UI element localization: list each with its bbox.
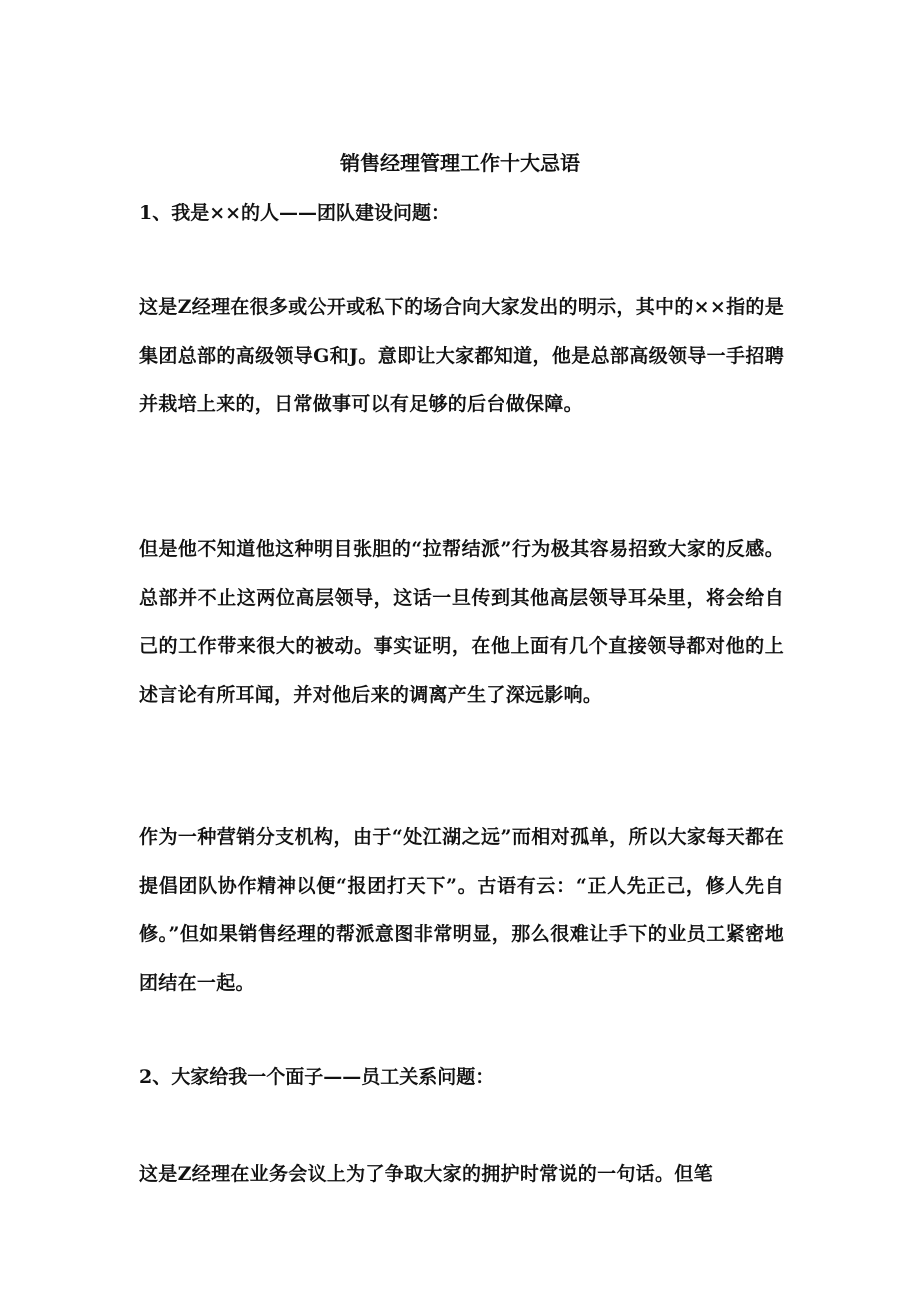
- section-1-paragraph-2: 但是他不知道他这种明目张胆的“拉帮结派”行为极其容易招致大家的反感。总部并不止这两位高层领导，这话一旦传到其他高层领导耳朵里，将会给自己的工作带来很大的被动。事实证明，在他上面有几个直接领导都对他的上述言论有所耳闻，并对他后来的调离产生了深远影响。: [139, 538, 784, 706]
- section-2-paragraph-1: 这是Z经理在业务会议上为了争取大家的拥护时常说的一句话。但笔: [139, 1163, 713, 1185]
- document-title: 销售经理管理工作十大忌语: [340, 151, 580, 175]
- section-1-paragraph-1: 这是Z经理在很多或公开或私下的场合向大家发出的明示，其中的××指的是集团总部的高级领导G和J。意即让大家都知道，他是总部高级领导一手招聘并栽培上来的，日常做事可以有足够的后台做保障。: [139, 296, 784, 415]
- section-heading-2: 2、大家给我一个面子——员工关系问题：: [139, 1066, 495, 1088]
- section-1-paragraph-3: 作为一种营销分支机构，由于“处江湖之远”而相对孤单，所以大家每天都在提倡团队协作精神以便“报团打天下”。古语有云：“正人先正己，修人先自修。”但如果销售经理的帮派意图非常明显，那么很难让手下的业员工紧密地团结在一起。: [139, 826, 784, 994]
- section-heading-1: 1、我是××的人——团队建设问题：: [139, 202, 451, 224]
